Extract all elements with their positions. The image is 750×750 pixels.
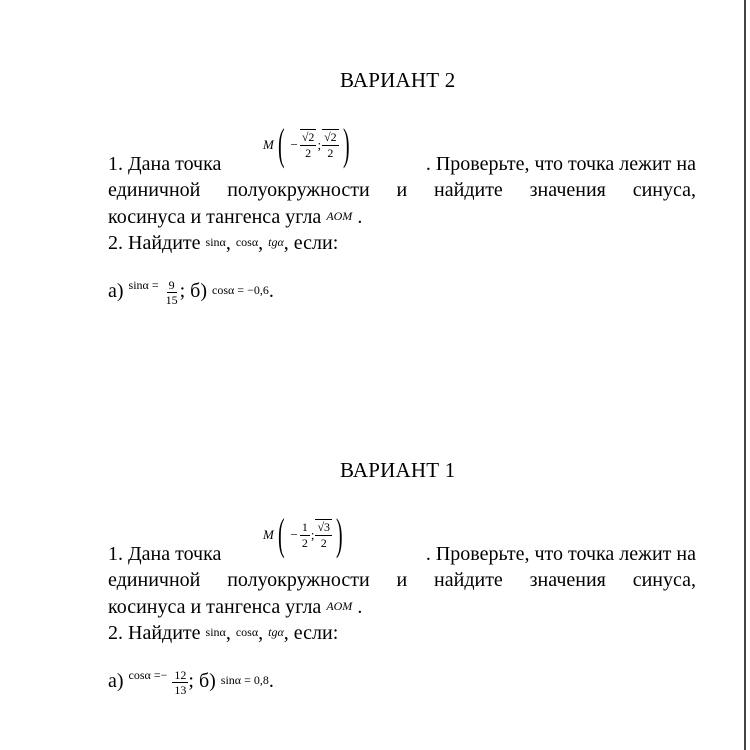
variant-title: ВАРИАНТ 2 [340,68,456,92]
condition-a-label: а) [108,670,124,692]
y-numerator: √3 [317,520,331,534]
comma: , [258,232,264,254]
condition-a-numerator: 12 [174,667,187,682]
right-paren: ) [342,120,350,169]
task1-line3-text: косинуса и тангенса угла [108,206,322,228]
page-edge-border [744,0,746,750]
comma: , [258,622,264,644]
condition-separator: ; [179,280,186,302]
condition-b-label: б) [190,280,208,302]
x-denominator: 2 [301,535,308,550]
conditions-line [108,662,696,697]
left-paren: ( [277,510,285,559]
y-numerator: √2 [324,130,337,144]
task1-line3-end: . [357,206,363,228]
y-denominator: 2 [320,536,327,550]
y-denominator: 2 [327,146,334,160]
angle-label: AOM [326,599,353,613]
sin-function: sinα [205,235,226,249]
condition-b-expr: sinα = 0,8 [220,673,269,687]
task1-line2: единичной полуокружности и найдите значения синуса, [108,179,696,201]
task2-prefix: 2. Найдите [108,232,201,254]
condition-b-expr: cosα = −0,6 [212,283,269,297]
comma: , [225,232,231,254]
comma: , [225,622,231,644]
tg-function: tgα [268,235,284,249]
point-label: M [263,527,274,542]
condition-a-left: cosα = [128,668,161,682]
task1-prefix: 1. Дана точка [108,543,222,565]
cos-function: cosα [235,235,259,249]
condition-b-label: б) [198,670,216,692]
task2-line [108,229,696,256]
task1-line3 [108,203,696,230]
x-numerator: 1 [301,519,308,534]
conditions-line [108,272,696,307]
task1-line3-end: . [357,596,363,618]
x-denominator: 2 [305,146,312,160]
condition-a-fraction [164,278,180,307]
coordinate-separator: ; [317,137,322,152]
task2-suffix: , если: [283,232,339,254]
point-label: M [263,137,274,152]
condition-a-label: а) [108,280,124,302]
variant-title: ВАРИАНТ 1 [340,458,456,482]
task1-suffix: . Проверьте, что точка лежит на [425,543,696,565]
task1-line1 [108,541,696,567]
task2-prefix: 2. Найдите [108,622,201,644]
cos-function: cosα [235,625,259,639]
task1-line3-text: косинуса и тангенса угла [108,596,322,618]
condition-a-denominator: 13 [174,682,187,697]
task1-line2: единичной полуокружности и найдите значения синуса, [108,569,696,591]
task2-line [108,619,696,646]
condition-a-denominator: 15 [165,292,178,307]
task2-suffix: , если: [283,622,339,644]
condition-end: . [268,280,274,302]
coordinate-separator: ; [310,527,315,542]
task1-line3 [108,593,696,620]
tg-function: tgα [268,625,284,639]
x-sign: − [290,527,298,542]
task1-prefix: 1. Дана точка [108,153,222,175]
x-numerator: √2 [301,130,315,144]
task1-suffix: . Проверьте, что точка лежит на [425,153,696,175]
angle-label: AOM [326,209,353,223]
condition-separator: ; [188,670,194,692]
task1-line1 [108,151,696,177]
x-sign: − [290,137,298,152]
condition-a-fraction [172,668,188,697]
condition-end: . [268,670,274,692]
sin-function: sinα [205,625,226,639]
condition-a-numerator: 9 [168,277,175,292]
right-paren: ) [336,510,343,559]
condition-a-left: sinα = [128,278,159,292]
condition-a-sign: − [160,668,168,682]
left-paren: ( [277,120,285,169]
